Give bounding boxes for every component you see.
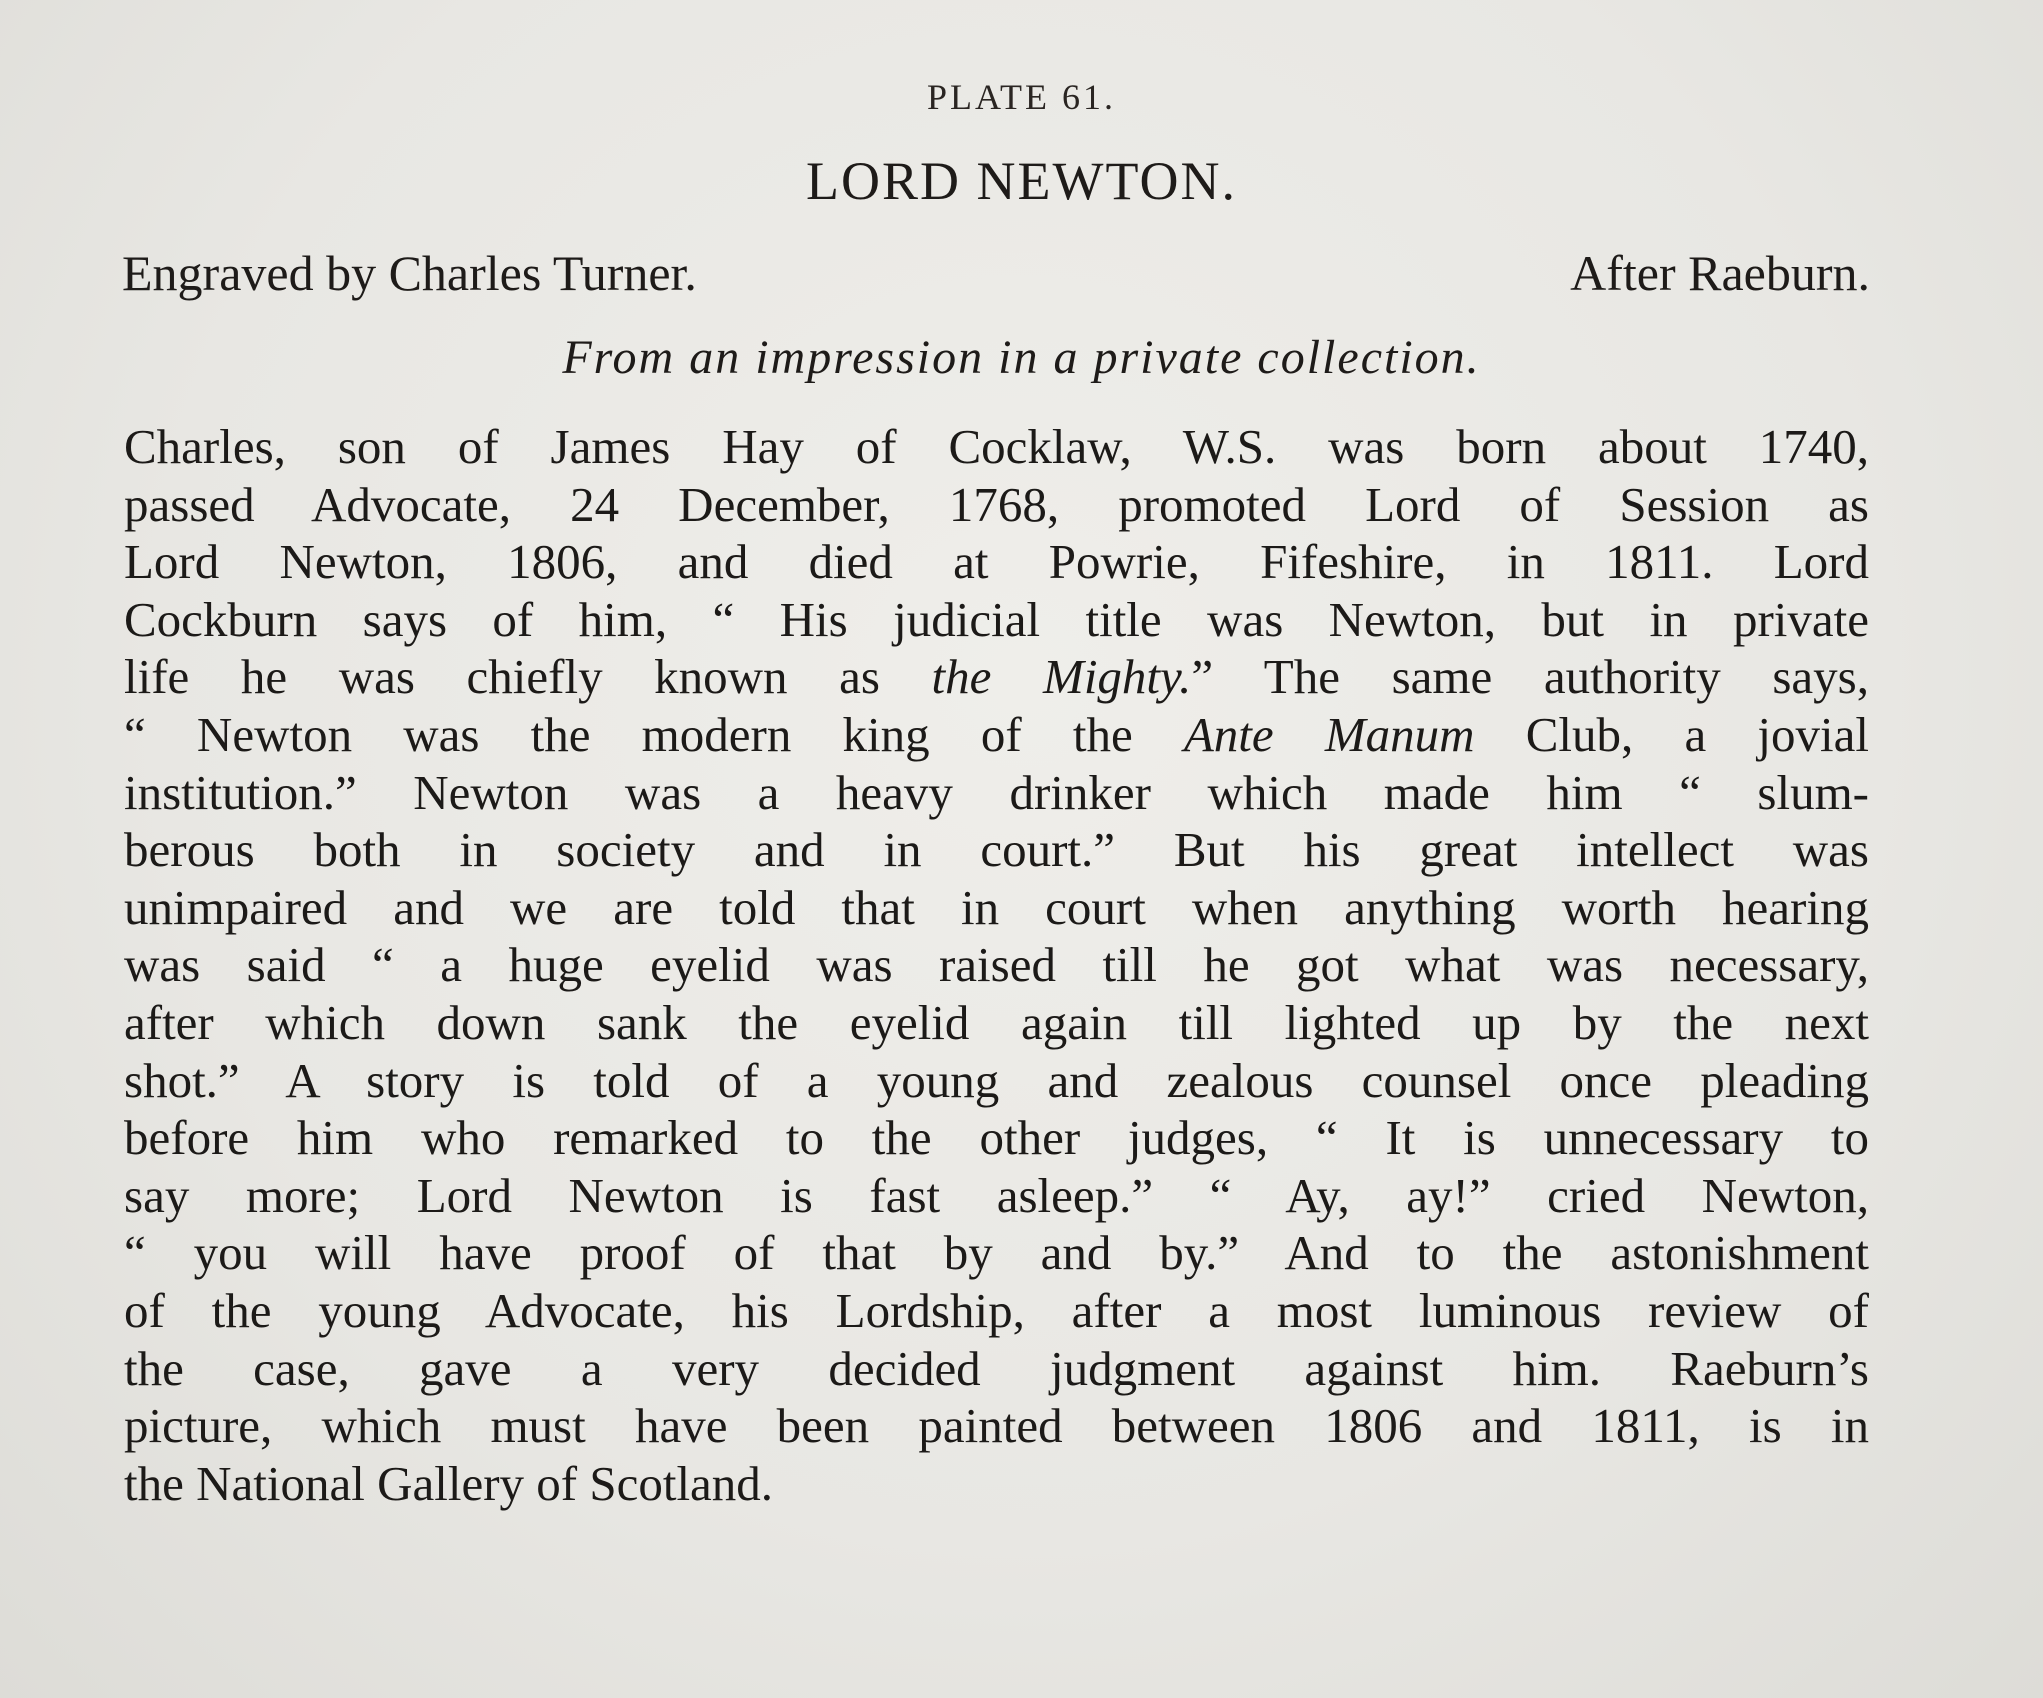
italic-segment: Ante Manum (1183, 706, 1475, 762)
text-line: the case, gave a very decided judgment against him. Raeburn’s (124, 1340, 1869, 1396)
text-line: unimpaired and we are told that in court when anything worth hearing (124, 879, 1869, 935)
text-line (124, 706, 1869, 764)
text-line: berous both in society and in court.” But his great intellect was (124, 822, 1869, 878)
text-line: “ you will have proof of that by and by.” And to the astonishment (124, 1225, 1869, 1281)
plate-title: LORD NEWTON. (806, 151, 1237, 211)
text-line: of the young Advocate, his Lordship, after a most luminous review of (124, 1282, 1869, 1338)
source-note: From an impression in a private collection. (562, 331, 1481, 384)
text-line: picture, which must have been painted between 1806 and 1811, is in (124, 1398, 1869, 1454)
text-line: shot.” A story is told of a young and zealous counsel once pleading (124, 1052, 1869, 1108)
biography-text (124, 418, 1869, 1512)
text-line: institution.” Newton was a heavy drinker which made him “ slum- (124, 764, 1869, 820)
text-line: Charles, son of James Hay of Cocklaw, W.S. was born about 1740, (124, 419, 1869, 474)
text-line: before him who remarked to the other judges, “ It is unnecessary to (124, 1110, 1869, 1166)
text-segment: ” The same authority says, (1191, 649, 1869, 705)
text-line: Lord Newton, 1806, and died at Powrie, Fifeshire, in 1811. Lord (124, 534, 1869, 590)
text-line (124, 648, 1869, 706)
text-line: say more; Lord Newton is fast asleep.” “ Ay, ay!” cried Newton, (124, 1167, 1869, 1223)
text-line: the National Gallery of Scotland. (124, 1455, 774, 1511)
text-line: passed Advocate, 24 December, 1768, promoted Lord of Session as (124, 476, 1869, 532)
italic-segment: the Mighty. (931, 649, 1192, 705)
after-credit: After Raeburn. (1570, 245, 1870, 301)
plate-credits (122, 244, 1870, 302)
engraver-credit: Engraved by Charles Turner. (122, 245, 697, 301)
plate-number: PLATE 61. (927, 77, 1116, 117)
text-line: Cockburn says of him, “ His judicial title was Newton, but in private (124, 591, 1869, 647)
text-line: after which down sank the eyelid again till lighted up by the next (124, 994, 1869, 1050)
text-segment: “ Newton was the modern king of the (124, 706, 1184, 762)
text-segment: Club, a jovial (1474, 706, 1869, 762)
text-segment: life he was chiefly known as (124, 649, 932, 705)
text-line: was said “ a huge eyelid was raised till he got what was necessary, (124, 937, 1869, 993)
